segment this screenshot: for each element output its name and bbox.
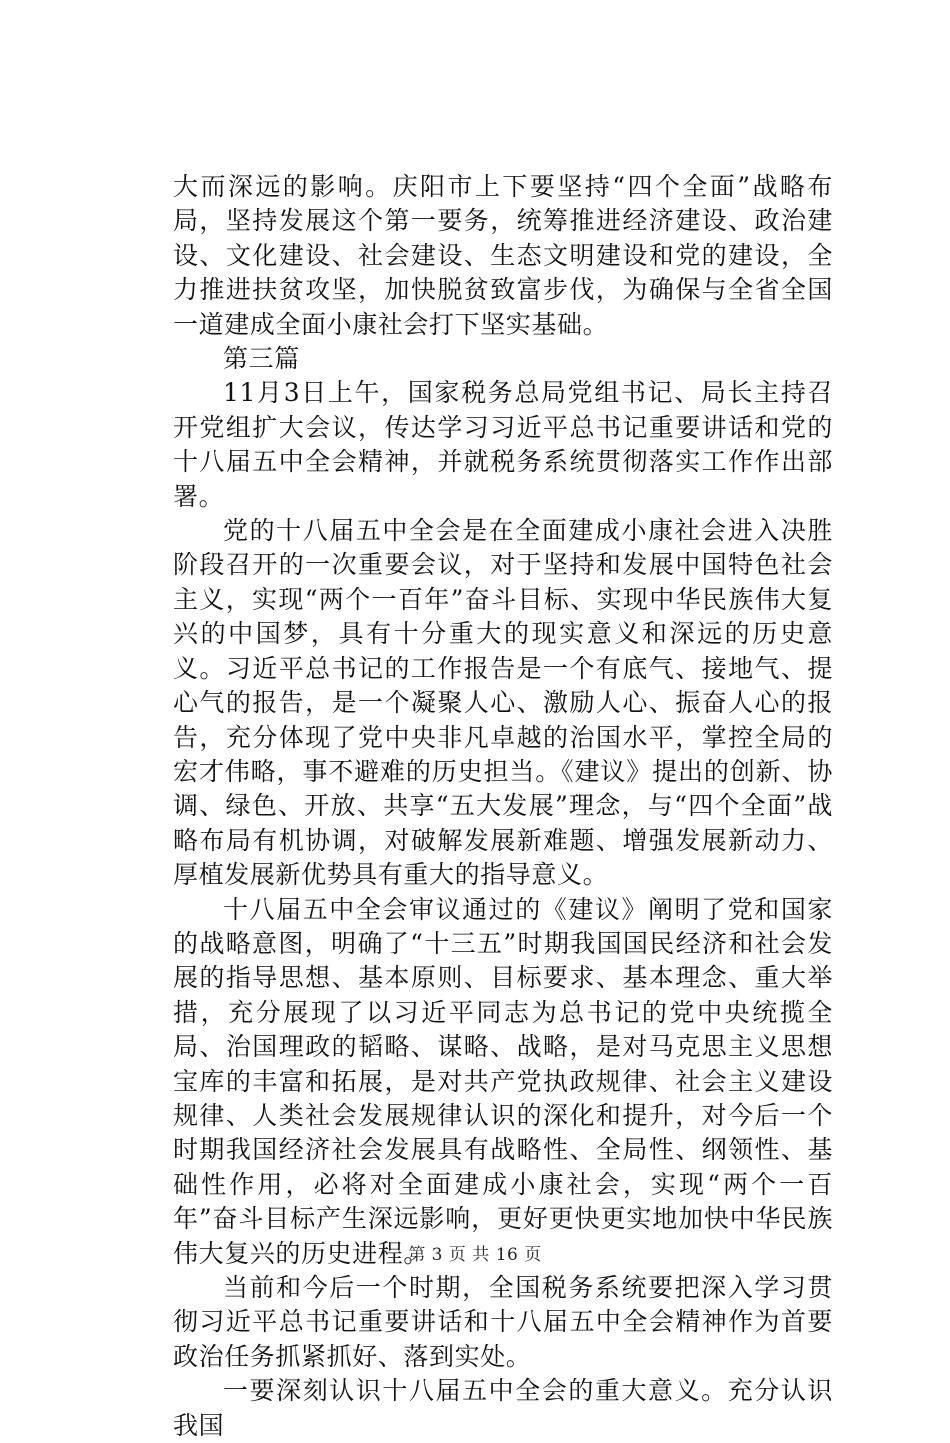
- page-footer: 第 3 页 共 16 页: [408, 1245, 542, 1265]
- paragraph: 当前和今后一个时期，全国税务系统要把深入学习贯彻习近平总书记重要讲话和十八届五中全会精神作为首要政治任务抓紧抓好、落到实处。: [173, 1273, 833, 1371]
- paragraph-continuation: 大而深远的影响。庆阳市上下要坚持“四个全面”战略布局，坚持发展这个第一要务，统筹推进经济建设、政治建设、文化建设、社会建设、生态文明建设和党的建设，全力推进扶贫攻坚，加快脱贫致富步伐，为确保与全省全国一道建成全面小康社会打下坚实基础。: [173, 172, 833, 339]
- paragraph: 党的十八届五中全会是在全面建成小康社会进入决胜阶段召开的一次重要会议，对于坚持和发展中国特色社会主义，实现“两个一百年”奋斗目标、实现中华民族伟大复兴的中国梦，具有十分重大的现实意义和深远的历史意义。习近平总书记的工作报告是一个有底气、接地气、提心气的报告，是一个凝聚人心、激励人心、振奋人心的报告，充分体现了党中央非凡卓越的治国水平，掌控全局的宏才伟略，事不避难的历史担当。《建议》提出的创新、协调、绿色、开放、共享“五大发展”理念，与“四个全面”战略布局有机协调，对破解发展新难题、增强发展新动力、厚植发展新优势具有重大的指导意义。: [173, 516, 833, 890]
- paragraph: 一要深刻认识十八届五中全会的重大意义。充分认识我国: [173, 1376, 833, 1440]
- paragraph: 11月3日上午，国家税务总局党组书记、局长主持召开党组扩大会议，传达学习习近平总书记重要讲话和党的十八届五中全会精神，并就税务系统贯彻落实工作作出部署。: [173, 378, 833, 511]
- paragraph: 十八届五中全会审议通过的《建议》阐明了党和国家的战略意图，明确了“十三五”时期我国国民经济和社会发展的指导思想、基本原则、目标要求、基本理念、重大举措，充分展现了以习近平同志为总书记的党中央统揽全局、治国理政的韬略、谋略、战略，是对马克思主义思想宝库的丰富和拓展，是对共产党执政规律、社会主义建设规律、人类社会发展规律认识的深化和提升，对今后一个时期我国经济社会发展具有战略性、全局性、纲领性、基础性作用，必将对全面建成小康社会，实现“两个一百年”奋斗目标产生深远影响，更好更快更实地加快中华民族伟大复兴的历史进程。: [173, 894, 833, 1268]
- section-heading: 第三篇: [223, 344, 300, 374]
